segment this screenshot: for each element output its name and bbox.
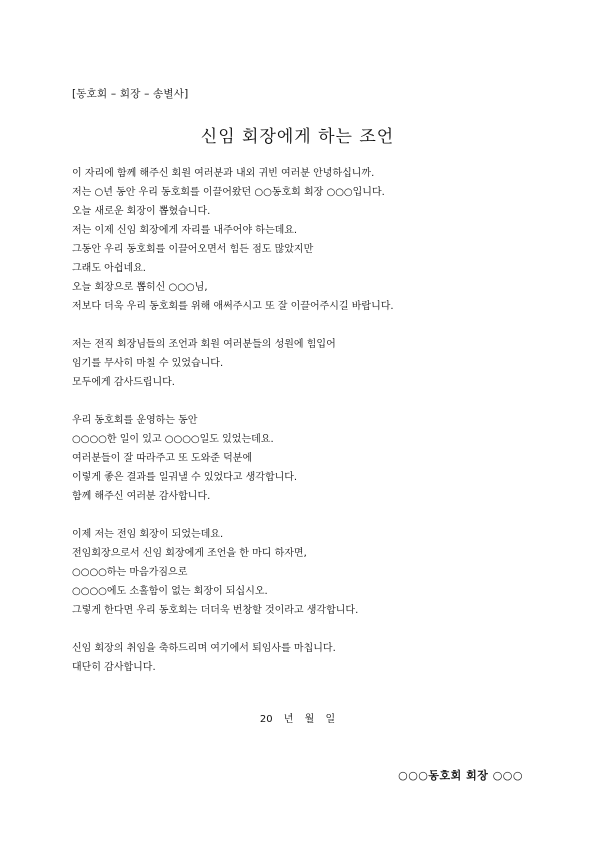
paragraph [72, 164, 542, 316]
paragraph [72, 335, 542, 392]
text-line: 그래도 아쉽네요. [72, 263, 146, 274]
paragraph [72, 525, 542, 620]
paragraph [72, 639, 542, 677]
text-line: ○○○○하는 마음가짐으로 [72, 567, 188, 578]
text-line: 모두에게 감사드립니다. [72, 377, 175, 388]
text-line: 함께 해주신 여러분 감사합니다. [72, 491, 211, 502]
text-line: ○○○○한 일이 있고 ○○○○일도 있었는데요. [72, 434, 274, 445]
text-line: 그동안 우리 동호회를 이끌어오면서 힘든 점도 많았지만 [72, 244, 314, 255]
text-line: 저는 ○년 동안 우리 동호회를 이끌어왔던 ○○동호회 회장 ○○○입니다. [72, 187, 385, 198]
category-tag: [동호회 – 회장 – 송별사] [72, 88, 189, 100]
text-line: 그렇게 한다면 우리 동호회는 더더욱 번창할 것이라고 생각합니다. [72, 605, 359, 616]
text-line: 저보다 더욱 우리 동호회를 위해 애써주시고 또 잘 이끌어주시길 바랍니다. [72, 301, 394, 312]
text-line: 이 자리에 함께 해주신 회원 여러분과 내외 귀빈 여러분 안녕하십니까. [72, 168, 375, 179]
signature: ○○○동호회 회장 ○○○ [398, 769, 523, 782]
text-line: 저는 이제 신임 회장에게 자리를 내주어야 하는데요. [72, 225, 298, 236]
text-line: 임기를 무사히 마칠 수 있었습니다. [72, 358, 224, 369]
text-line: 오늘 새로운 회장이 뽑혔습니다. [72, 206, 211, 217]
text-line: 우리 동호회를 운영하는 동안 [72, 415, 198, 426]
text-line: 오늘 회장으로 뽑히신 ○○○님, [72, 282, 208, 293]
text-line: 여러분들이 잘 따라주고 또 도와준 덕분에 [72, 453, 253, 464]
text-line: 이제 저는 전임 회장이 되었는데요. [72, 529, 224, 540]
text-line: 대단히 감사합니다. [72, 662, 156, 673]
text-line: 전임회장으로서 신임 회장에게 조언을 한 마디 하자면, [72, 548, 307, 559]
text-line: ○○○○에도 소홀함이 없는 회장이 되십시오. [72, 586, 268, 597]
text-line: 저는 전직 회장님들의 조언과 회원 여러분들의 성원에 힘입어 [72, 339, 336, 350]
paragraph [72, 411, 542, 506]
text-line: 이렇게 좋은 결과를 일궈낼 수 있었다고 생각합니다. [72, 472, 298, 483]
date-line: 20 년 월 일 [259, 714, 336, 725]
text-line: 신임 회장의 취임을 축하드리며 여기에서 퇴임사를 마칩니다. [72, 643, 336, 654]
document-title: 신임 회장에게 하는 조언 [200, 127, 395, 147]
document-body [72, 164, 542, 696]
